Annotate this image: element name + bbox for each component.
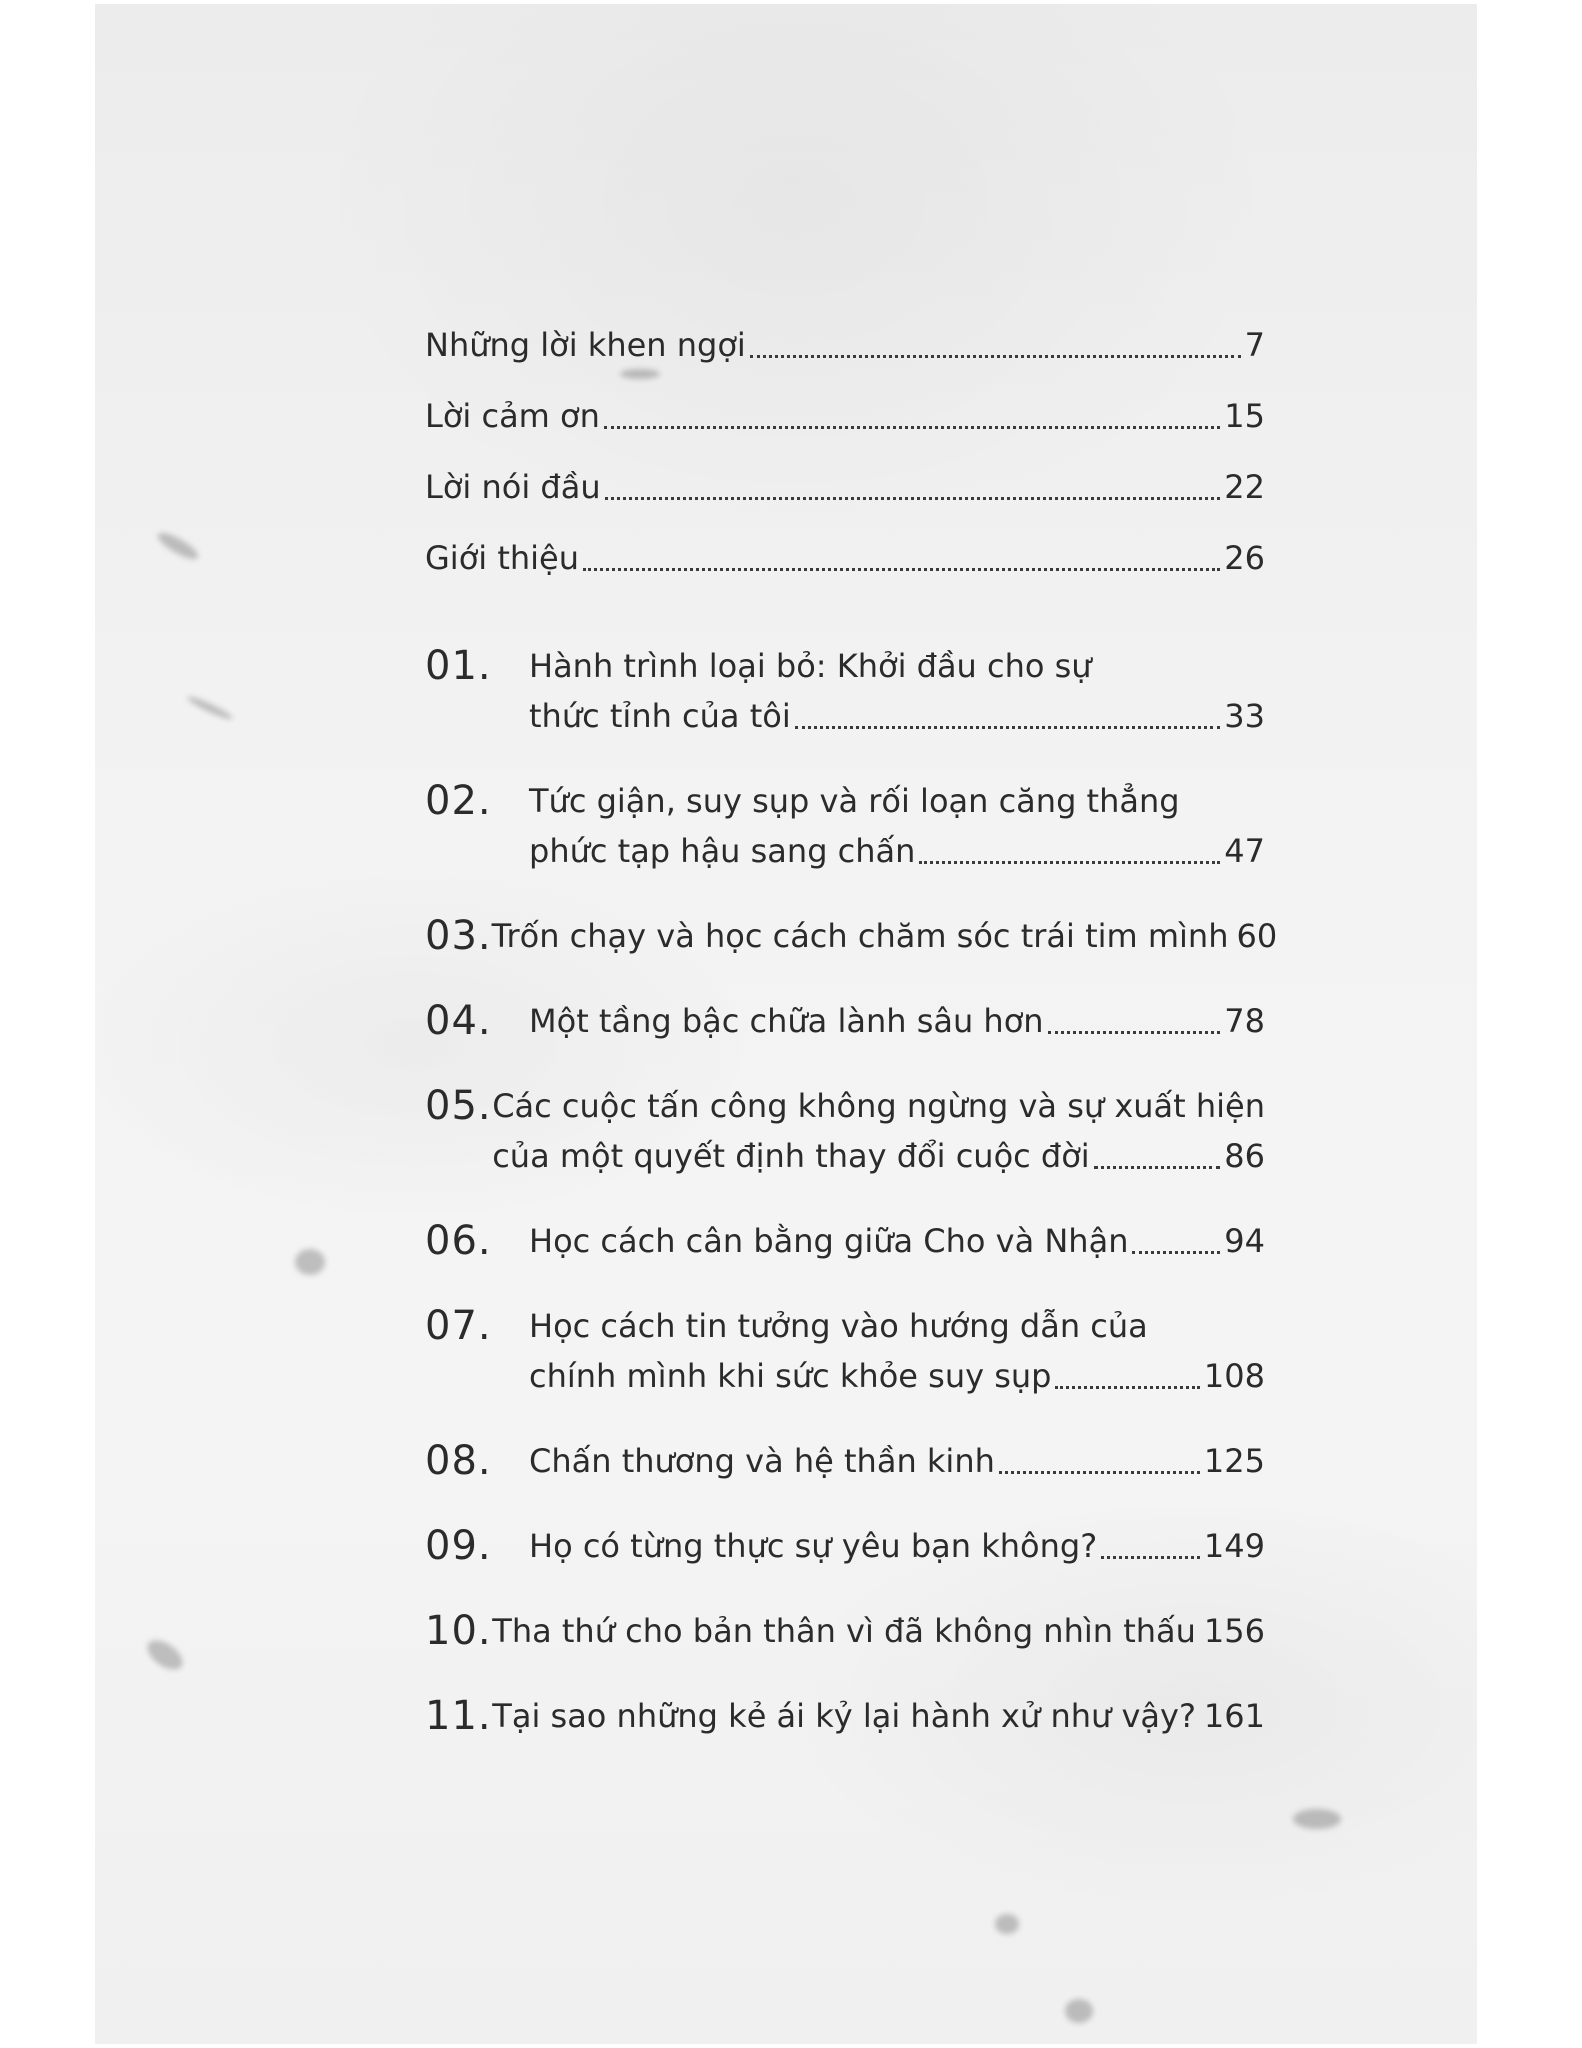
toc-entry[interactable]: Những lời khen ngợi 7 bbox=[425, 320, 1265, 370]
chapter-title-line: của một quyết định thay đổi cuộc đời bbox=[492, 1137, 1090, 1175]
page-number: 33 bbox=[1224, 697, 1265, 735]
page-number: 149 bbox=[1203, 1527, 1265, 1565]
chapter-title-line: Tức giận, suy sụp và rối loạn căng thẳng bbox=[529, 782, 1180, 820]
page-number: 86 bbox=[1224, 1137, 1265, 1175]
page-number: 78 bbox=[1224, 1002, 1265, 1040]
toc-entry[interactable]: Lời cảm ơn 15 bbox=[425, 391, 1265, 441]
chapter-title-line: Tại sao những kẻ ái kỷ lại hành xử như vậy? bbox=[492, 1697, 1196, 1735]
page-number: 22 bbox=[1224, 468, 1265, 506]
chapter-title-line: phức tạp hậu sang chấn bbox=[529, 832, 916, 870]
dot-leader bbox=[1055, 1386, 1199, 1389]
table-of-contents bbox=[425, 320, 1278, 1776]
chapter-title-row bbox=[529, 691, 1265, 741]
chapter-entry[interactable] bbox=[425, 1216, 1265, 1266]
paper-speck bbox=[995, 1914, 1019, 1934]
dot-leader bbox=[999, 1471, 1200, 1474]
chapter-title-line: Các cuộc tấn công không ngừng và sự xuất hiện bbox=[492, 1087, 1265, 1125]
chapter-title-row bbox=[492, 1691, 1265, 1741]
chapter-entry[interactable] bbox=[425, 1606, 1265, 1656]
chapter-title-row bbox=[529, 1351, 1265, 1401]
dot-leader bbox=[583, 568, 1220, 571]
paper-speck bbox=[295, 1249, 325, 1275]
page-number: 161 bbox=[1203, 1697, 1265, 1735]
chapter-body bbox=[529, 641, 1265, 741]
chapter-number: 03. bbox=[425, 913, 492, 959]
page-number: 26 bbox=[1224, 539, 1265, 577]
chapter-body bbox=[492, 1606, 1265, 1656]
page-number: 15 bbox=[1224, 397, 1265, 435]
chapter-body bbox=[529, 1301, 1265, 1401]
chapter-title-line: thức tỉnh của tôi bbox=[529, 697, 791, 735]
chapter-title-line: Học cách cân bằng giữa Cho và Nhận bbox=[529, 1222, 1129, 1260]
chapter-entry[interactable] bbox=[425, 641, 1265, 741]
chapter-entry[interactable] bbox=[425, 1301, 1265, 1401]
paper-speck bbox=[142, 1635, 187, 1676]
chapter-number: 09. bbox=[425, 1523, 492, 1569]
chapter-body bbox=[529, 996, 1265, 1046]
dot-leader bbox=[605, 497, 1221, 500]
dot-leader bbox=[1048, 1031, 1221, 1034]
chapter-body bbox=[492, 911, 1278, 961]
book-page bbox=[95, 4, 1477, 2044]
chapter-title-row bbox=[529, 1436, 1265, 1486]
toc-entry[interactable]: Giới thiệu 26 bbox=[425, 533, 1265, 583]
chapter-entry[interactable] bbox=[425, 776, 1265, 876]
dot-leader bbox=[919, 861, 1220, 864]
dot-leader bbox=[1132, 1251, 1220, 1254]
chapter-title-line: Trốn chạy và học cách chăm sóc trái tim mình bbox=[491, 917, 1229, 955]
chapter-title-row bbox=[529, 1216, 1265, 1266]
chapter-entry[interactable] bbox=[425, 1436, 1265, 1486]
chapter-body bbox=[492, 1691, 1265, 1741]
dot-leader bbox=[1094, 1166, 1221, 1169]
chapter-title-row bbox=[529, 826, 1265, 876]
chapter-entry[interactable] bbox=[425, 1521, 1265, 1571]
chapter-title-line: chính mình khi sức khỏe suy sụp bbox=[529, 1357, 1052, 1395]
chapter-number: 05. bbox=[425, 1083, 492, 1129]
chapter-title-row bbox=[492, 1131, 1265, 1181]
toc-entry[interactable]: Lời nói đầu 22 bbox=[425, 462, 1265, 512]
chapter-body bbox=[529, 1436, 1265, 1486]
paper-speck bbox=[186, 694, 235, 722]
dot-leader bbox=[795, 726, 1221, 729]
page-number: 156 bbox=[1203, 1612, 1265, 1650]
page-number: 94 bbox=[1224, 1222, 1265, 1260]
chapter-entry[interactable] bbox=[425, 996, 1265, 1046]
front-matter-list bbox=[425, 320, 1265, 583]
chapter-body bbox=[529, 776, 1265, 876]
chapter-title-line: Chấn thương và hệ thần kinh bbox=[529, 1442, 995, 1480]
paper-speck bbox=[155, 528, 202, 563]
chapter-number: 08. bbox=[425, 1438, 492, 1484]
chapter-number: 02. bbox=[425, 778, 492, 824]
page-number: 60 bbox=[1236, 917, 1278, 955]
page-number: 47 bbox=[1224, 832, 1265, 870]
chapter-number: 04. bbox=[425, 998, 492, 1044]
chapter-title-line: Học cách tin tưởng vào hướng dẫn của bbox=[529, 1307, 1148, 1345]
page-number: 108 bbox=[1203, 1357, 1265, 1395]
chapter-entry[interactable] bbox=[425, 1081, 1265, 1181]
paper-speck bbox=[1065, 1999, 1093, 2023]
dot-leader bbox=[604, 426, 1220, 429]
chapter-number: 07. bbox=[425, 1303, 492, 1349]
chapter-title-line: Hành trình loại bỏ: Khởi đầu cho sự bbox=[529, 647, 1092, 685]
chapter-title-row bbox=[492, 911, 1278, 961]
dot-leader bbox=[1101, 1556, 1200, 1559]
page-number: 7 bbox=[1244, 326, 1265, 364]
page-number: 125 bbox=[1203, 1442, 1265, 1480]
chapter-body bbox=[529, 1521, 1265, 1571]
chapter-title-line: Họ có từng thực sự yêu bạn không? bbox=[529, 1527, 1098, 1565]
chapter-number: 11. bbox=[425, 1693, 492, 1739]
chapter-title-row bbox=[529, 1521, 1265, 1571]
chapter-entry[interactable] bbox=[425, 911, 1278, 961]
chapter-title-line: Một tầng bậc chữa lành sâu hơn bbox=[529, 1002, 1044, 1040]
chapter-body bbox=[529, 1216, 1265, 1266]
chapter-number: 10. bbox=[425, 1608, 492, 1654]
chapter-title-line: Tha thứ cho bản thân vì đã không nhìn thấu bbox=[492, 1612, 1196, 1650]
chapter-body bbox=[492, 1081, 1265, 1181]
paper-speck bbox=[1293, 1809, 1341, 1829]
dot-leader bbox=[750, 355, 1241, 358]
chapter-entry[interactable] bbox=[425, 1691, 1265, 1741]
chapter-title-row bbox=[529, 996, 1265, 1046]
chapter-number: 01. bbox=[425, 643, 492, 689]
chapter-title-row bbox=[492, 1606, 1265, 1656]
chapter-number: 06. bbox=[425, 1218, 492, 1264]
chapter-list bbox=[425, 641, 1278, 1741]
